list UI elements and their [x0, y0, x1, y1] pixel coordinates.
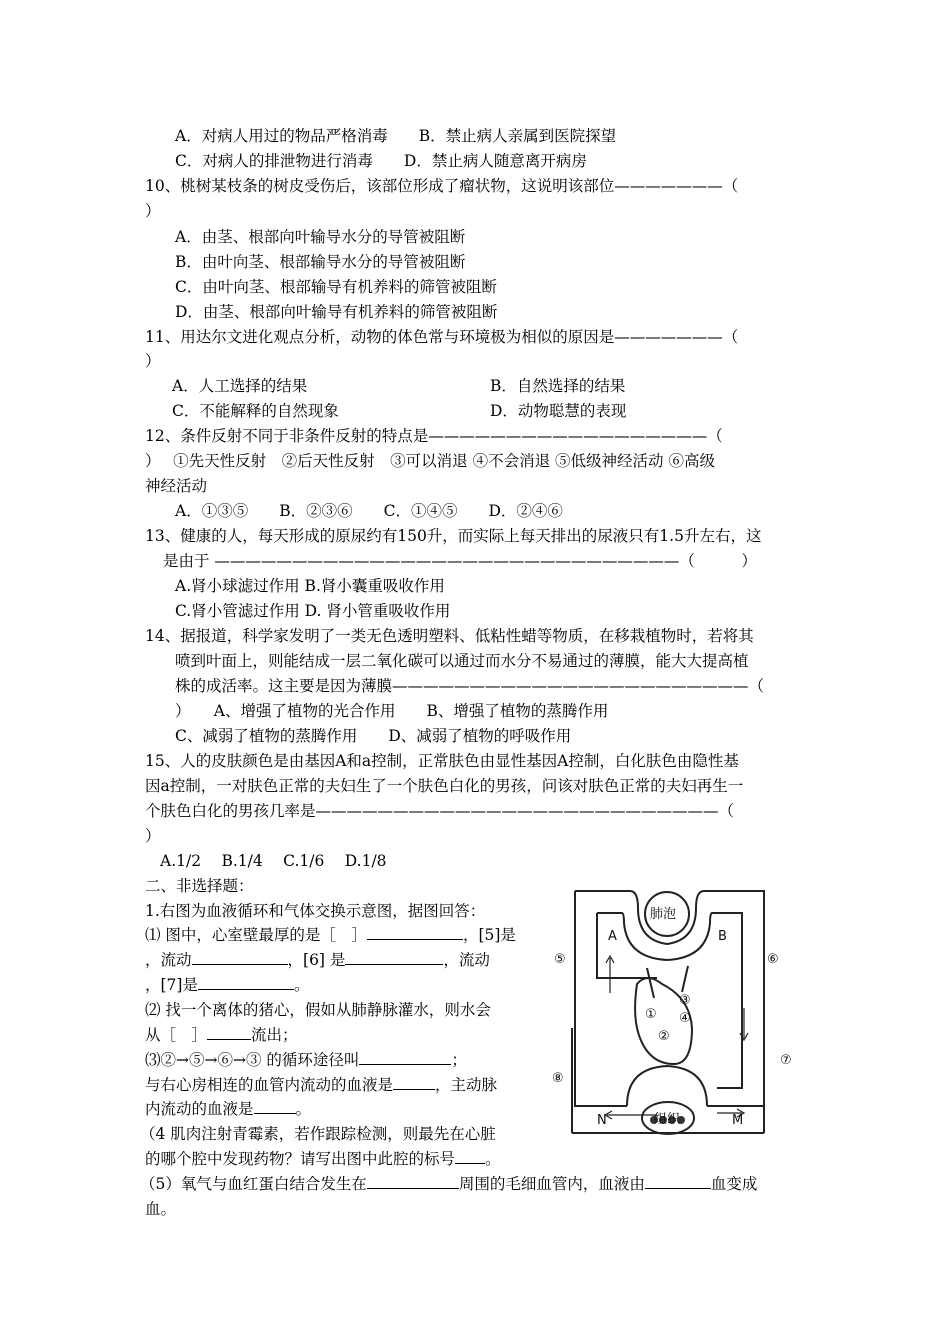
q14-stem-line3: 株的成活率。这主要是因为薄膜———————————————————————（	[175, 677, 765, 695]
q1-part3-line2: 与右心房相连的血管内流动的血液是 ，主动脉	[145, 1073, 497, 1097]
answer-blank[interactable]	[367, 1172, 459, 1189]
answer-blank[interactable]	[254, 1097, 296, 1114]
q13-stem: 13、健康的人，每天形成的原尿约有150升，而实际上每天排出的尿液只有1.5升左右，这	[145, 527, 762, 545]
answer-blank[interactable]	[393, 1073, 435, 1090]
q14-stem-line2: 喷到叶面上，则能结成一层二氧化碳可以通过而水分不易通过的薄膜，能大大提高植	[175, 652, 749, 670]
q1-part2-line1: ⑵ 找一个离体的猪心，假如从肺静脉灌水，则水会	[145, 1001, 491, 1019]
q13-options-ab: A.肾小球滤过作用 B.肾小囊重吸收作用	[175, 577, 445, 595]
q15-stem-line2: 因a控制，一对肤色正常的夫妇生了一个肤色白化的男孩，问该对肤色正常的夫妇再生一	[145, 777, 744, 795]
q15-options: A.1/2 B.1/4 C.1/6 D.1/8	[160, 852, 387, 870]
q11-stem: 11、用达尔文进化观点分析，动物的体色常与环境极为相似的原因是———————（	[145, 328, 739, 346]
q1-part4-line2: 的哪个腔中发现药物？请写出图中此腔的标号 。	[145, 1147, 501, 1171]
aorta-stub	[647, 968, 654, 998]
q14-options-cd: C、减弱了植物的蒸腾作用 D、减弱了植物的呼吸作用	[175, 727, 572, 745]
q1-part1-line1: ⑴ 图中，心室壁最厚的是［ ］ ，[5]是	[145, 923, 516, 947]
q11-option-d: D．动物聪慧的表现	[490, 402, 627, 420]
q11-option-c: C．不能解释的自然现象	[172, 402, 339, 420]
answer-blank[interactable]	[345, 948, 443, 965]
q10-option-c: C．由叶向茎、根部输导有机养料的筛管被阻断	[175, 278, 497, 296]
pulmonary-stub	[682, 966, 688, 992]
q10-close: ）	[145, 202, 161, 220]
q12-choices-cont: 神经活动	[145, 477, 208, 495]
answer-blank[interactable]	[455, 1147, 485, 1164]
tissue-label: 组织	[654, 1112, 681, 1127]
label-5: ⑤	[554, 952, 566, 967]
q10-option-b: B．由叶向茎、根部输导水分的导管被阻断	[175, 253, 466, 271]
q1-part1-line2: ，流动 ，[6] 是 ，流动	[145, 948, 490, 972]
q14-options-ab: ） A、增强了植物的光合作用 B、增强了植物的蒸腾作用	[175, 702, 609, 720]
q13-stem-cont: 是由于 ——————————————————————————————（ ）	[163, 552, 757, 570]
q1-part5-line2: 血。	[145, 1200, 177, 1218]
q14-stem: 14、据报道，科学家发明了一类无色透明塑料、低粘性蜡等物质，在移栽植物时，若将其	[145, 627, 754, 645]
label-6: ⑥	[767, 952, 779, 967]
q1-intro: 1.右图为血液循环和气体交换示意图，据图回答：	[145, 902, 486, 920]
q1-part3-line1: ⑶②→⑤→⑥→③ 的循环途径叫 ；	[145, 1048, 467, 1072]
outer-loop-right	[575, 891, 764, 1106]
q1-part5-line1: （5）氧气与血红蛋白结合发生在 周围的毛细血管内，血液由 血变成	[140, 1172, 757, 1196]
label-n: N	[597, 1113, 607, 1128]
answer-blank[interactable]	[359, 1048, 451, 1065]
answer-blank[interactable]	[192, 948, 288, 965]
answer-blank[interactable]	[367, 923, 463, 940]
q9-option-d: D．禁止病人随意离开病房	[403, 152, 587, 170]
q9-option-b: B．禁止病人亲属到医院探望	[418, 127, 617, 145]
label-2: ②	[658, 1029, 670, 1044]
q13-options-cd: C.肾小管滤过作用 D. 肾小管重吸收作用	[175, 602, 451, 620]
label-4: ④	[679, 1011, 691, 1026]
label-3: ③	[679, 993, 691, 1008]
label-b: B	[718, 929, 727, 944]
q1-part2-line2: 从［ ］ 流出；	[145, 1023, 298, 1047]
label-8: ⑧	[552, 1071, 564, 1086]
q12-choices: ） ①先天性反射 ②后天性反射 ③可以消退 ④不会消退 ⑤低级神经活动 ⑥高级	[145, 452, 715, 470]
section-title: 二、非选择题：	[145, 877, 254, 895]
alveolus-label: 肺泡	[650, 907, 677, 922]
label-m: M	[732, 1113, 744, 1128]
q1-part1-line3: ，[7]是 。	[145, 973, 309, 997]
label-7: ⑦	[780, 1053, 792, 1068]
q11-option-a: A．人工选择的结果	[172, 377, 308, 395]
q10-option-d: D．由茎、根部向叶输导有机养料的筛管被阻断	[175, 303, 498, 321]
q10-stem: 10、桃树某枝条的树皮受伤后，该部位形成了瘤状物，这说明该部位———————（	[145, 177, 739, 195]
label-1: ①	[645, 1007, 657, 1022]
q9-option-a: A．对病人用过的物品严格消毒 B．禁止病人亲属到医院探望	[175, 127, 617, 145]
q12-options: A．①③⑤ B．②③⑥ C．①④⑤ D．②④⑥	[175, 502, 563, 520]
answer-blank[interactable]	[645, 1172, 711, 1189]
label-a: A	[608, 929, 617, 944]
tissue-arch	[627, 1066, 707, 1106]
q1-part4-line1: （4 肌肉注射青霉素，若作跟踪检测，则最先在心脏	[140, 1125, 496, 1143]
q11-option-b: B．自然选择的结果	[490, 377, 626, 395]
q1-part3-line3: 内流动的血液是 。	[145, 1097, 311, 1121]
q9-option-c: C．对病人的排泄物进行消毒 D．禁止病人随意离开病房	[175, 152, 587, 170]
q15-close: ）	[145, 827, 161, 845]
outer-loop-left	[575, 891, 627, 1106]
q12-stem: 12、条件反射不同于非条件反射的特点是——————————————————（	[145, 427, 723, 445]
q10-option-a: A．由茎、根部向叶输导水分的导管被阻断	[175, 228, 466, 246]
answer-blank[interactable]	[207, 1023, 251, 1040]
circulation-diagram	[542, 888, 812, 1146]
q11-close: ）	[145, 352, 161, 370]
answer-blank[interactable]	[198, 973, 294, 990]
q15-stem-line3: 个肤色白化的男孩几率是——————————————————————————（	[145, 802, 735, 820]
q15-stem: 15、人的皮肤颜色是由基因A和a控制，正常肤色由显性基因A控制，白化肤色由隐性基	[145, 752, 739, 770]
